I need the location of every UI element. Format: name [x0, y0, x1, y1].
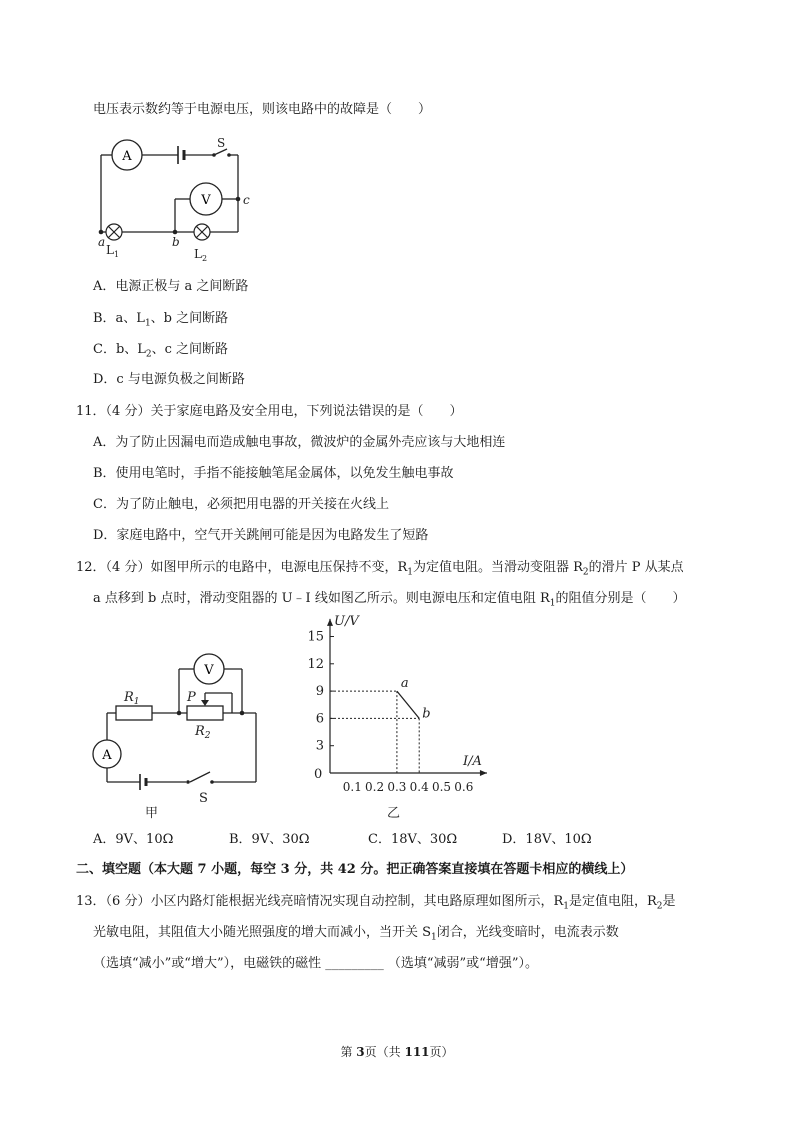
x-tick-label: 0.4: [409, 780, 429, 794]
q12-option-b[interactable]: B．9V、30Ω: [229, 832, 310, 847]
svg-text:A: A: [102, 748, 112, 763]
q10-node-b: b: [172, 235, 180, 249]
q10-option-c-text: C．b、L: [93, 342, 146, 357]
x-tick-label: 0.2: [365, 780, 385, 794]
q10-option-a[interactable]: A．电源正极与 a 之间断路: [93, 279, 249, 294]
q12-caption-yi: 乙: [387, 806, 401, 821]
x-tick-label: 0.5: [431, 780, 452, 794]
q10-node-c: c: [243, 193, 250, 207]
q11-stem: 11．（4 分）关于家庭电路及安全用电，下列说法错误的是（ ）: [76, 404, 463, 419]
q10-node-a: a: [98, 235, 106, 249]
y-axis-arrow: [327, 619, 333, 626]
y-tick-label: 3: [315, 738, 324, 754]
q10-stem: 电压表示数约等于电源电压，则该电路中的故障是（ ）: [93, 102, 432, 117]
footer-total-pages: 111: [404, 1045, 430, 1059]
q12-switch-label: S: [199, 791, 208, 806]
q11-option-a[interactable]: A．为了防止因漏电而造成触电事故，微波炉的金属外壳应该与大地相连: [93, 435, 506, 450]
q10-switch-label: S: [217, 136, 226, 150]
x-axis-arrow: [480, 770, 487, 776]
q12-r2-label: $R_2$: [195, 724, 211, 741]
q10-option-c-tail: 、c 之间断路: [151, 342, 229, 357]
point-a-label: a: [400, 676, 409, 692]
section2-heading: 二、填空题（本大题 7 小题，每空 3 分，共 42 分。把正确答案直接填在答题卡相应的横线上）: [76, 862, 634, 877]
q10-option-b-tail: 、b 之间断路: [150, 311, 229, 326]
page-footer: 第 3页（共 111页）: [340, 1045, 454, 1059]
x-axis-label: I/A: [462, 754, 482, 769]
x-tick-label: 0.3: [387, 780, 407, 794]
q10-voltmeter-label: V: [201, 193, 211, 208]
x-tick-label: 0.1: [342, 780, 362, 794]
ui-line: [397, 691, 419, 718]
q10-lamp1-label: $L_1$: [106, 243, 120, 259]
origin-label: 0: [314, 767, 323, 782]
y-tick-label: 15: [307, 629, 324, 645]
q11-option-d[interactable]: D．家庭电路中，空气开关跳闸可能是因为电路发生了短路: [93, 528, 429, 543]
q13-answer-blank[interactable]: _________: [325, 956, 384, 971]
q10-ammeter-label: A: [122, 149, 132, 164]
q11-option-b[interactable]: B．使用电笔时，手指不能接触笔尾金属体，以免发生触电事故: [93, 466, 454, 481]
q12-stem-line2: a 点移到 b 点时，滑动变阻器的 U﹣I 线如图乙所示。则电源电压和定值电阻 $R_1$的阻值分别是（ ）: [93, 591, 686, 609]
footer-page-number: 3: [356, 1045, 365, 1059]
q12-caption-jia: 甲: [145, 806, 159, 821]
q13-stem-line1: 13．（6 分）小区内路灯能根据光线亮暗情况实现自动控制，其电路原理如图所示，$R_1$是定值电阻，$R_2$是: [76, 894, 676, 912]
q13-stem-line2: 光敏电阻，其阻值大小随光照强度的增大而减小，当开关 $S_1$闭合，光线变暗时，电流表示数: [93, 925, 619, 943]
q10-option-b-sub: 1: [144, 318, 151, 329]
y-tick-label: 12: [307, 656, 324, 672]
q12-option-a[interactable]: A．9V、10Ω: [93, 832, 174, 847]
q11-option-c[interactable]: C．为了防止触电，必须把用电器的开关接在火线上: [93, 497, 389, 512]
y-axis-label: U/V: [334, 613, 359, 629]
q10-option-c-sub: 2: [145, 349, 152, 360]
q13-stem-line3: （选填“减小”或“增大”），电磁铁的磁性 _________ （选填“减弱”或“增强”）。: [93, 956, 538, 971]
x-tick-label: 0.6: [454, 780, 474, 794]
point-b-label: b: [422, 706, 431, 722]
q10-lamp2-label: $L_2$: [194, 247, 208, 263]
y-tick-label: 6: [315, 711, 324, 727]
q10-option-d[interactable]: D．c 与电源负极之间断路: [93, 372, 245, 387]
q12-stem-line1: 12．（4 分）如图甲所示的电路中，电源电压保持不变，$R_1$为定值电阻。当滑动变阻器 $R_2$的滑片 P 从某点: [76, 560, 684, 578]
q10-option-b-text: B．a、L: [93, 311, 145, 326]
q12-r1-label: $R_1$: [124, 690, 140, 707]
q12-option-c[interactable]: C．18V、30Ω: [368, 832, 458, 847]
q12-p-label: P: [187, 690, 196, 705]
y-tick-label: 9: [315, 684, 324, 700]
svg-text:V: V: [204, 663, 214, 678]
q12-option-d[interactable]: D．18V、10Ω: [502, 832, 592, 847]
